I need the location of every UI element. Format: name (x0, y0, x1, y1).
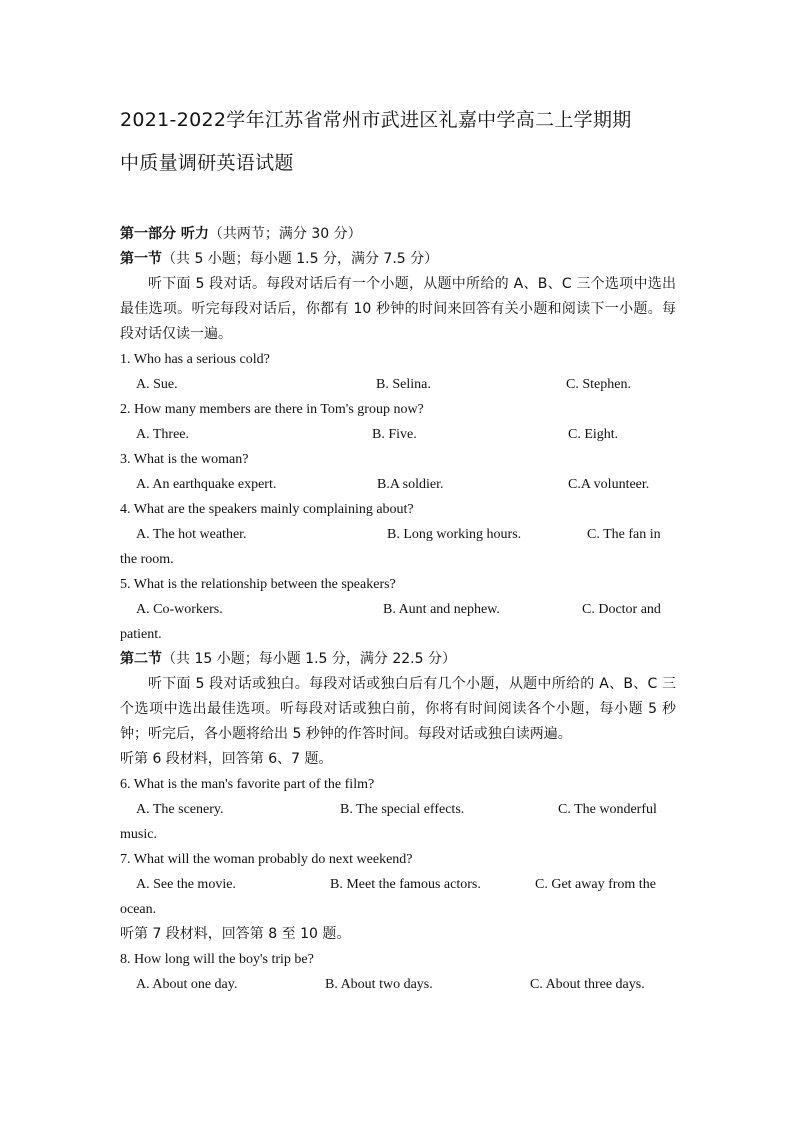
option-a: A. See the movie. (136, 877, 236, 892)
question-5-options (120, 597, 676, 622)
question-8: 8. How long will the boy's trip be? (120, 952, 314, 967)
question-6-options (120, 797, 676, 822)
option-b: B. Selina. (376, 377, 431, 392)
document-title-line-2: 中质量调研英语试题 (120, 152, 294, 174)
option-b: B. The special effects. (340, 802, 465, 817)
question-6-option-c-continued: music. (120, 827, 157, 842)
option-c: C.A volunteer. (568, 477, 650, 492)
option-c: C. Eight. (568, 427, 619, 442)
option-c: C. The fan in (587, 527, 661, 542)
question-7-options (120, 872, 676, 897)
question-6: 6. What is the man's favorite part of the film? (120, 777, 375, 792)
option-b: B. Meet the famous actors. (330, 877, 481, 892)
exam-body (120, 222, 676, 997)
option-c: C. About three days. (530, 977, 645, 992)
question-4: 4. What are the speakers mainly complaining about? (120, 502, 414, 517)
option-b: B. About two days. (325, 977, 433, 992)
question-4-option-c-continued: the room. (120, 552, 174, 567)
section1-heading-rest: （共 5 小题；每小题 1.5 分，满分 7.5 分） (162, 251, 439, 267)
material-6-heading: 听第 6 段材料，回答第 6、7 题。 (120, 751, 333, 767)
material-7-heading: 听第 7 段材料，回答第 8 至 10 题。 (120, 926, 351, 942)
question-8-options (120, 972, 676, 997)
part1-heading-bold: 第一部分 听力 (120, 226, 209, 242)
section1-heading-bold: 第一节 (120, 251, 162, 267)
part1-heading (120, 222, 676, 247)
question-7-option-c-continued: ocean. (120, 902, 157, 917)
section1-instruction: 听下面 5 段对话。每段对话后有一个小题，从题中所给的 A、B、C 三个选项中选出最佳选项。听完每段对话后，你都有 10 秒钟的时间来回答有关小题和阅读下一小题。每段对话仅读一遍。 (120, 276, 676, 342)
option-b: B. Five. (372, 427, 417, 442)
section2-heading-bold: 第二节 (120, 651, 162, 667)
question-2-options (120, 422, 676, 447)
question-1: 1. Who has a serious cold? (120, 352, 270, 367)
question-5: 5. What is the relationship between the speakers? (120, 577, 396, 592)
question-1-options (120, 372, 676, 397)
option-a: A. Three. (136, 427, 189, 442)
option-c: C. Doctor and (582, 602, 661, 617)
section2-heading-rest: （共 15 小题；每小题 1.5 分，满分 22.5 分） (162, 651, 456, 667)
option-b: B. Long working hours. (387, 527, 522, 542)
document-title-line-1: 2021-2022学年江苏省常州市武进区礼嘉中学高二上学期期 (120, 109, 632, 131)
section2-heading (120, 647, 676, 672)
option-a: A. Sue. (136, 377, 178, 392)
question-3-options (120, 472, 676, 497)
section2-instruction: 听下面 5 段对话或独白。每段对话或独白后有几个小题，从题中所给的 A、B、C 三个选项中选出最佳选项。听每段对话或独白前，你将有时间阅读各个小题，每小题 5 秒钟；听完后，各小题将给出 5 秒钟的作答时间。每段对话或独白读两遍。 (120, 676, 676, 742)
question-7: 7. What will the woman probably do next weekend? (120, 852, 413, 867)
option-a: A. About one day. (136, 977, 238, 992)
option-a: A. The hot weather. (136, 527, 247, 542)
option-a: A. An earthquake expert. (136, 477, 277, 492)
option-c: C. Stephen. (566, 377, 631, 392)
question-5-option-c-continued: patient. (120, 627, 162, 642)
option-c: C. The wonderful (558, 802, 657, 817)
section1-heading (120, 247, 676, 272)
option-b: B. Aunt and nephew. (383, 602, 500, 617)
option-a: A. Co-workers. (136, 602, 223, 617)
option-b: B.A soldier. (377, 477, 444, 492)
option-c: C. Get away from the (535, 877, 656, 892)
part1-heading-rest: （共两节；满分 30 分） (208, 226, 362, 242)
question-2: 2. How many members are there in Tom's group now? (120, 402, 424, 417)
option-a: A. The scenery. (136, 802, 224, 817)
question-4-options (120, 522, 676, 547)
question-3: 3. What is the woman? (120, 452, 249, 467)
